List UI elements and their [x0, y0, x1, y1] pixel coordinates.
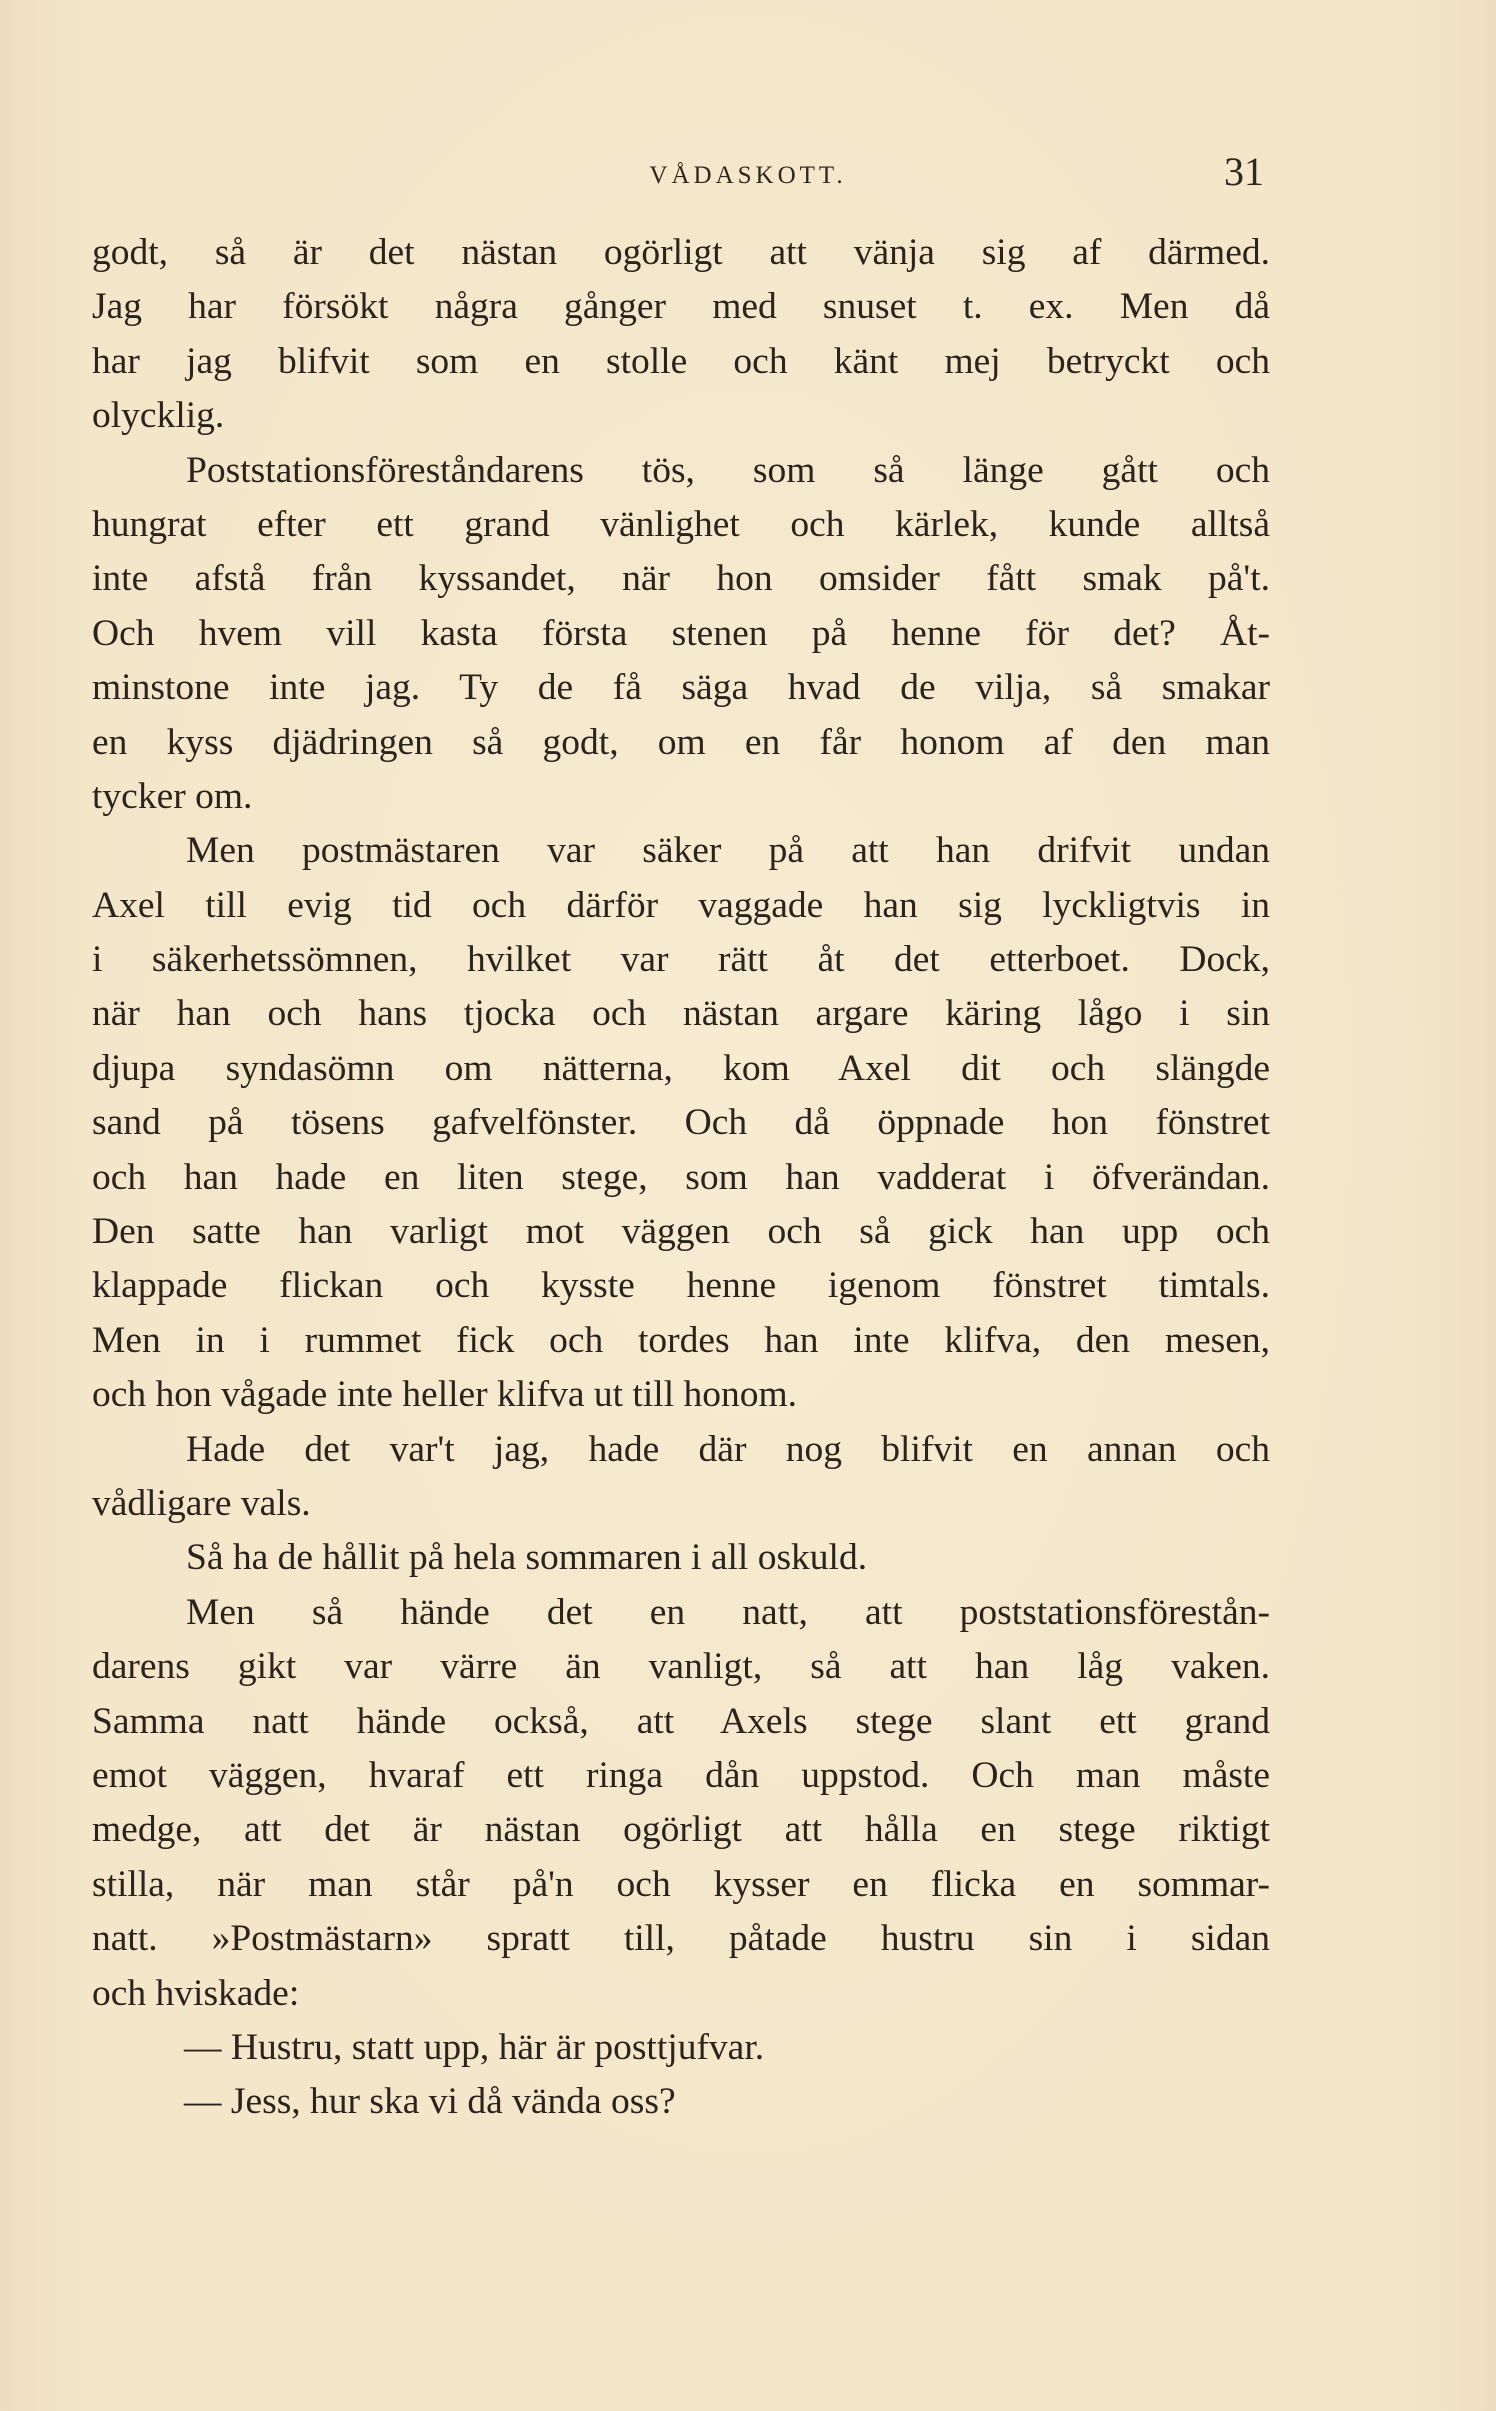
text-line: Den satte han varligt mot väggen och så gick han upp och	[92, 1211, 1270, 1253]
text-line: en kyss djädringen så godt, om en får honom af den man	[92, 721, 1270, 763]
text-line: Men så hände det en natt, att poststationsförestån-	[186, 1591, 1270, 1633]
text-line: Men in i rummet fick och tordes han inte klifva, den mesen,	[92, 1319, 1270, 1361]
text-line: natt. »Postmästarn» spratt till, påtade hustru sin i sidan	[92, 1918, 1270, 1960]
text-line: emot väggen, hvaraf ett ringa dån uppstod. Och man måste	[92, 1754, 1270, 1796]
text-line: — Jess, hur ska vi då vända oss?	[184, 2081, 676, 2123]
running-title: VÅDASKOTT.	[649, 162, 847, 189]
text-line: och han hade en liten stege, som han vadderat i öfverändan.	[92, 1156, 1270, 1198]
text-line: Poststationsföreståndarens tös, som så länge gått och	[186, 449, 1270, 491]
text-line: Och hvem vill kasta första stenen på henne för det? Åt-	[92, 612, 1270, 654]
text-line: i säkerhetssömnen, hvilket var rätt åt det etterboet. Dock,	[92, 939, 1270, 981]
text-line: stilla, när man står på'n och kysser en flicka en sommar-	[92, 1863, 1270, 1905]
text-line: — Hustru, statt upp, här är posttjufvar.	[184, 2026, 765, 2068]
text-line: godt, så är det nästan ogörligt att vänja sig af därmed.	[92, 232, 1270, 273]
text-line: darens gikt var värre än vanligt, så att han låg vaken.	[92, 1646, 1270, 1688]
text-line: när han och hans tjocka och nästan argare käring lågo i sin	[92, 993, 1270, 1035]
text-line: Axel till evig tid och därför vaggade han sig lyckligtvis in	[92, 884, 1270, 926]
running-head	[0, 148, 1496, 208]
text-line: minstone inte jag. Ty de få säga hvad de vilja, så smakar	[92, 667, 1270, 709]
text-line: Hade det var't jag, hade där nog blifvit en annan och	[186, 1428, 1270, 1470]
text-line: inte afstå från kyssandet, när hon omsider fått smak på't.	[92, 558, 1270, 600]
text-line: har jag blifvit som en stolle och känt mej betryckt och	[92, 340, 1270, 382]
text-line: och hon vågade inte heller klifva ut till honom.	[92, 1374, 798, 1416]
text-line: djupa syndasömn om nätterna, kom Axel dit och slängde	[92, 1047, 1270, 1089]
text-line: Men postmästaren var säker på att han drifvit undan	[186, 830, 1270, 872]
page-number: 31	[1224, 149, 1264, 194]
text-line: Så ha de hållit på hela sommaren i all oskuld.	[186, 1537, 868, 1579]
text-line: vådligare vals.	[92, 1482, 311, 1524]
text-line: Samma natt hände också, att Axels stege slant ett grand	[92, 1700, 1270, 1742]
text-line: och hviskade:	[92, 1972, 300, 2014]
text-line: Jag har försökt några gånger med snuset t. ex. Men då	[92, 286, 1270, 328]
text-line: tycker om.	[92, 775, 253, 817]
text-line: olycklig.	[92, 395, 225, 437]
body-text	[92, 226, 1270, 2130]
text-line: hungrat efter ett grand vänlighet och kärlek, kunde alltså	[92, 503, 1270, 545]
text-line: sand på tösens gafvelfönster. Och då öppnade hon fönstret	[92, 1102, 1270, 1144]
text-line: klappade flickan och kysste henne igenom fönstret timtals.	[92, 1265, 1270, 1307]
text-line: medge, att det är nästan ogörligt att hålla en stege riktigt	[92, 1809, 1270, 1851]
